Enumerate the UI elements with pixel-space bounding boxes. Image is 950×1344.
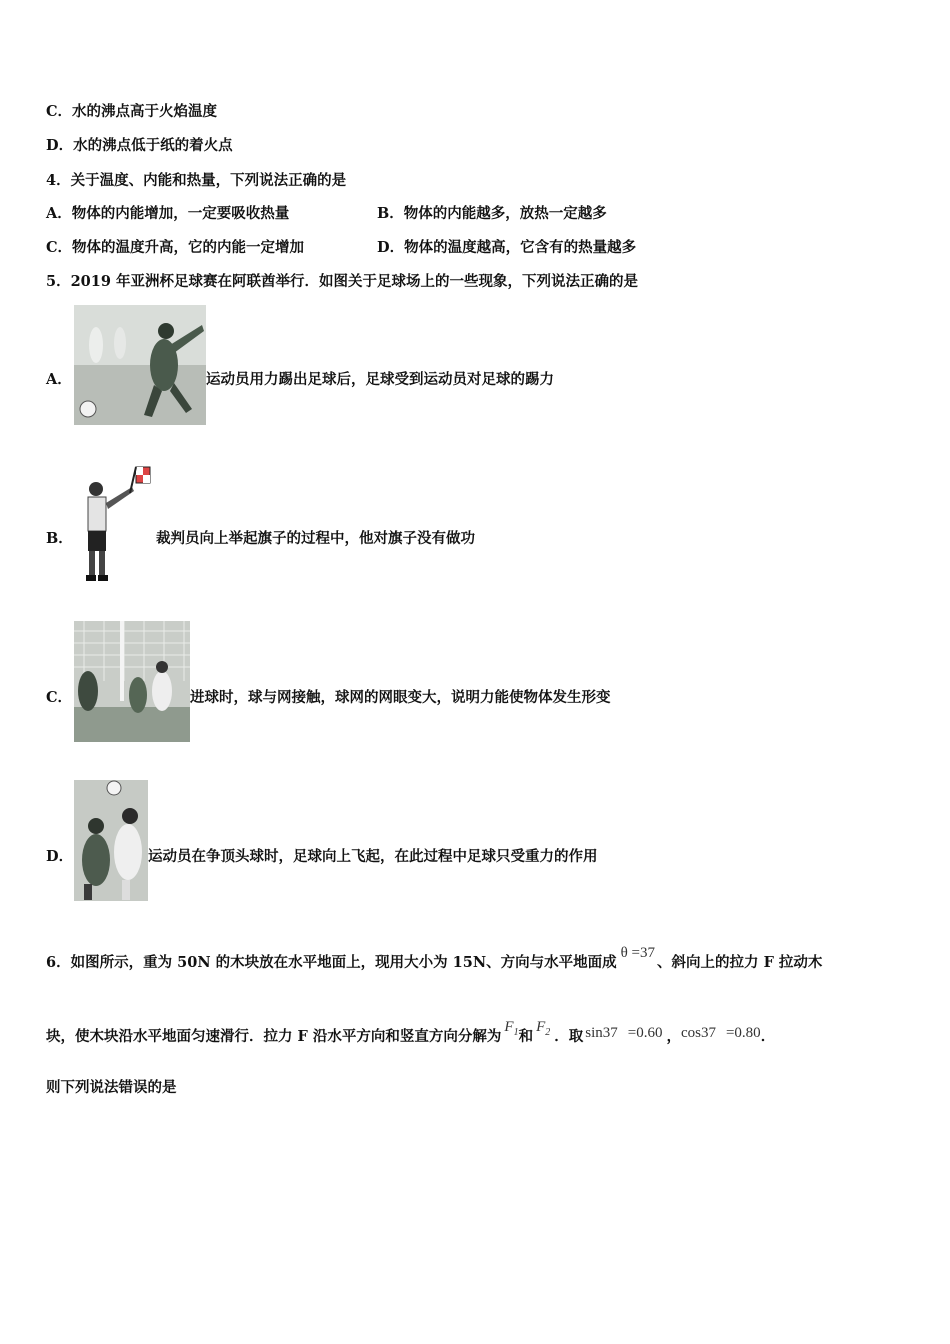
q4-option-d: D．物体的温度越高，它含有的热量越多 (377, 239, 637, 256)
q6-f2-letter: F (536, 1019, 546, 1035)
q4-option-c: C．物体的温度升高，它的内能一定增加 (46, 239, 305, 256)
q6-line-3: 则下列说法错误的是 (46, 1079, 177, 1096)
q6-cos-value: =0.80 (725, 1025, 761, 1041)
q5-stem: 5．2019 年亚洲杯足球赛在阿联酋举行．如图关于足球场上的一些现象，下列说法正确的是 (46, 273, 638, 290)
header-illustration (74, 780, 148, 901)
q6-sin: sin37 (585, 1025, 618, 1041)
q6-line-1 (46, 945, 823, 973)
q5-option-b-label: B． (46, 530, 73, 547)
q5-option-d-text: 运动员在争顶头球时，足球向上飞起，在此过程中足球只受重力的作用 (148, 848, 598, 865)
q6-text-2: 、斜向上的拉力 F 拉动木 (657, 954, 823, 971)
q6-f1-symbol (504, 1019, 519, 1038)
q5-option-a-label: A． (46, 371, 72, 388)
q6-sin-value: =0.60 (627, 1025, 663, 1041)
goal-net-photo (74, 621, 190, 742)
q6-separator: ， (666, 1028, 681, 1045)
q6-line-2 (46, 1019, 776, 1053)
q3-option-d: D．水的沸点低于纸的着火点 (46, 137, 233, 154)
q3-option-c: C．水的沸点高于火焰温度 (46, 103, 218, 120)
referee-flag-photo (78, 463, 154, 585)
q6-f1-subscript: 1 (513, 1027, 519, 1038)
soccer-kick-photo (74, 305, 206, 425)
q6-text-3: 块，使木块沿水平地面匀速滑行．拉力 F 沿水平方向和竖直方向分解为 (46, 1028, 502, 1045)
q6-cos: cos37 (680, 1025, 716, 1041)
q6-f1-letter: F (504, 1019, 514, 1035)
referee-flag-illustration (78, 463, 154, 585)
q6-f2-symbol (536, 1019, 551, 1038)
q6-f2-subscript: 2 (545, 1027, 551, 1038)
header-photo (74, 780, 148, 901)
q4-stem: 4．关于温度、内能和热量，下列说法正确的是 (46, 172, 347, 189)
q4-option-b: B．物体的内能越多，放热一定越多 (377, 205, 607, 222)
q6-text-4: ．取 (554, 1028, 584, 1045)
q6-cos-formula (681, 1025, 761, 1041)
q6-sin-formula (585, 1025, 662, 1041)
goal-net-illustration (74, 621, 190, 742)
q5-option-c-text: 进球时，球与网接触，球网的网眼变大，说明力能使物体发生形变 (190, 689, 611, 706)
q4-option-a: A．物体的内能增加，一定要吸收热量 (46, 205, 290, 222)
q6-and: 和 (518, 1028, 534, 1045)
q6-text-1: 6．如图所示，重为 50N 的木块放在水平地面上，现用大小为 15N、方向与水平地面成 (46, 954, 617, 971)
q5-option-d-label: D． (46, 848, 74, 865)
soccer-kick-illustration (74, 305, 206, 425)
q5-option-a-text: 运动员用力踢出足球后，足球受到运动员对足球的踢力 (206, 371, 554, 388)
q6-period: ． (760, 1028, 776, 1045)
q5-option-c-label: C． (46, 689, 73, 706)
q6-theta-formula: θ =37 (620, 945, 656, 961)
q5-option-b-text: 裁判员向上举起旗子的过程中，他对旗子没有做功 (156, 530, 475, 547)
